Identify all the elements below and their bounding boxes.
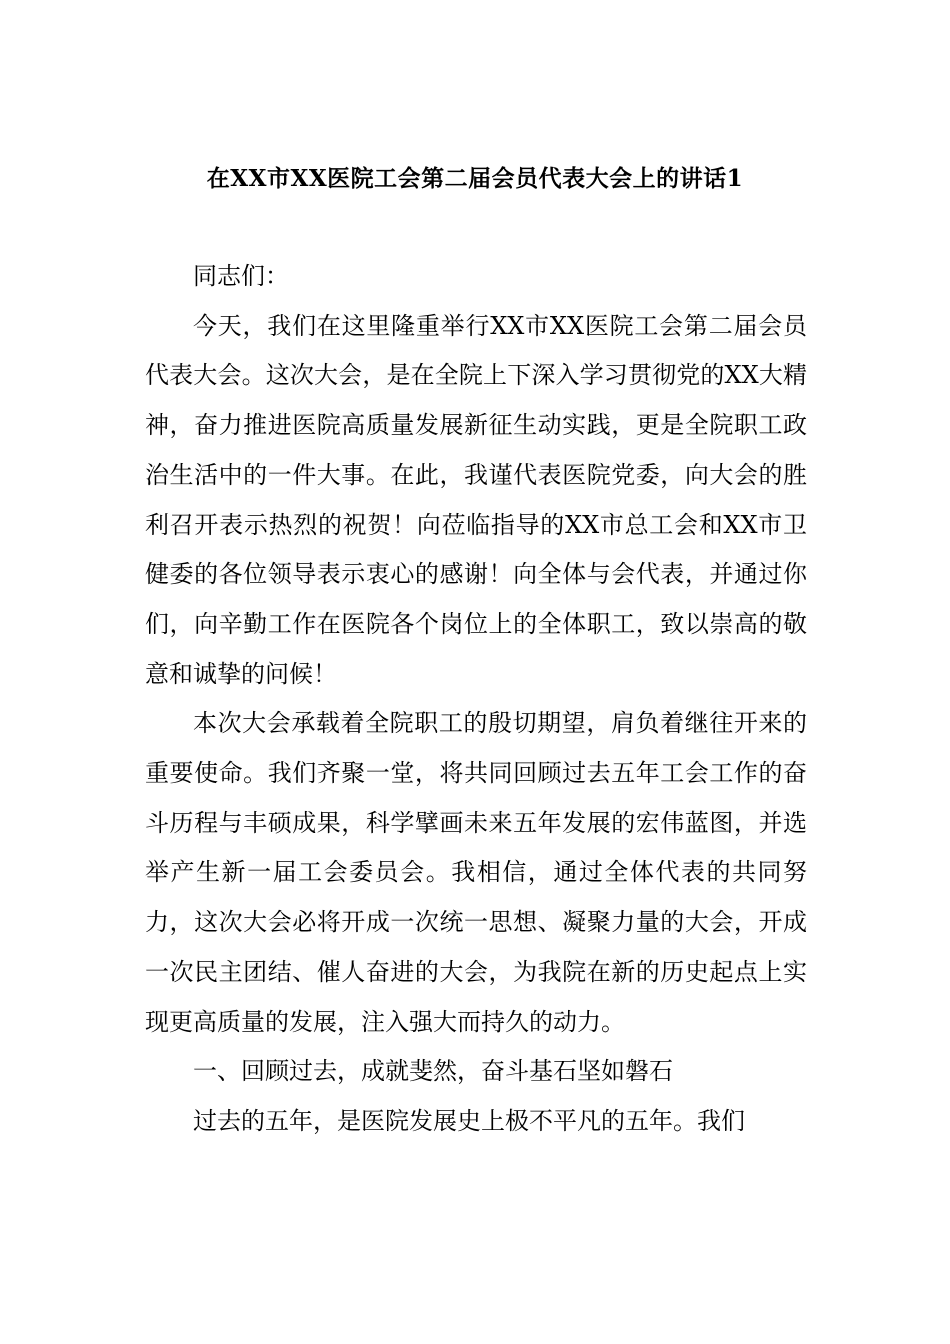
salutation-paragraph: 同志们： [193,262,289,290]
document-body [145,252,807,1147]
mission-paragraph: 本次大会承载着全院职工的殷切期望，肩负着继往开来的重要使命。我们齐聚一堂，将共同回顾过去五年工会工作的奋斗历程与丰硕成果，科学擘画未来五年发展的宏伟蓝图，并选举产生新一届工会委员会。我相信，通过全体代表的共同努力，这次大会必将开成一次统一思想、凝聚力量的大会，开成一次民主团结、催人奋进的大会，为我院在新的历史起点上实现更高质量的发展，注入强大而持久的动力。 [145,709,807,1036]
section-heading: 一、回顾过去，成就斐然，奋斗基石坚如磐石 [193,1057,673,1086]
opening-paragraph: 今天，我们在这里隆重举行XX市XX医院工会第二届会员代表大会。这次大会，是在全院上下深入学习贯彻党的XX大精神，奋力推进医院高质量发展新征生动实践，更是全院职工政治生活中的一件大事。在此，我谨代表医院党委，向大会的胜利召开表示热烈的祝贺！向莅临指导的XX市总工会和XX市卫健委的各位领导表示衷心的感谢！向全体与会代表，并通过你们，向辛勤工作在医院各个岗位上的全体职工，致以崇高的敬意和诚挚的问候！ [145,311,807,688]
document-title: 在XX市XX医院工会第二届会员代表大会上的讲话1 [206,165,744,192]
review-paragraph: 过去的五年，是医院发展史上极不平凡的五年。我们 [193,1106,745,1135]
